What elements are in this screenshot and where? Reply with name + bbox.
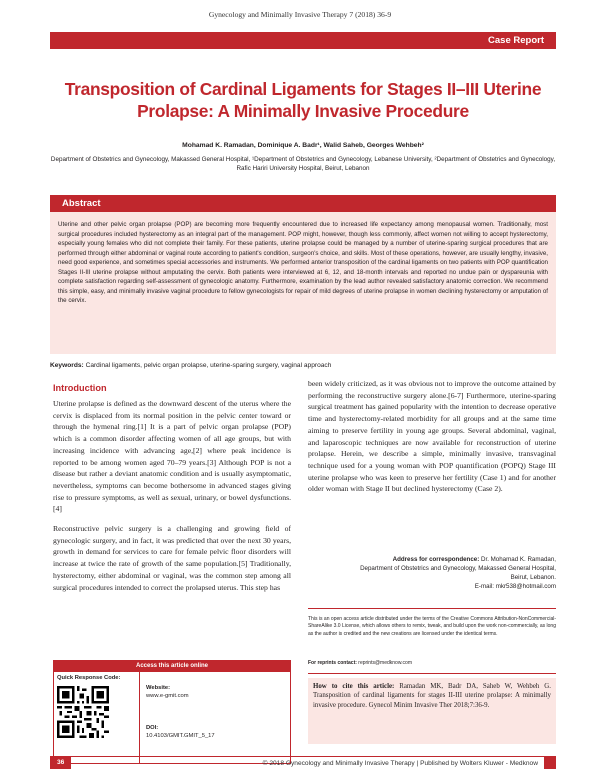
abstract-box <box>50 212 556 354</box>
access-title: Access this article online <box>54 661 290 671</box>
keywords-label: Keywords: <box>50 362 84 369</box>
website-link[interactable]: www.e-gmit.com <box>146 693 189 699</box>
intro-paragraph-2: Reconstructive pelvic surgery is a challenging and growing field of gynecologic surgery, and in fact, it was predicted that over the next 30 years, growth in demand for services to care for female pelvic floor disorders will increase at twice the rate of growth of the same population.[5] Traditionally, hysterectomy, either abdominal or vaginal, was the common step among all surgical procedures intended to correct the prolapsed uterus. This step has <box>53 524 291 592</box>
journal-header: Gynecology and Minimally Invasive Therapy 7 (2018) 36-9 <box>208 10 392 19</box>
footer-accent <box>544 757 556 769</box>
divider <box>308 608 556 609</box>
article-type-banner: Case Report <box>50 32 556 49</box>
address-line: Beirut, Lebanon. <box>510 574 556 581</box>
article-title: Transposition of Cardinal Ligaments for Stages II–III Uterine Prolapse: A Minimally Invasive Procedure <box>64 79 542 121</box>
qr-label: Quick Response Code: <box>57 675 121 681</box>
address-email[interactable]: E-mail: mkr538@hotmail.com <box>474 583 556 590</box>
reprints-email[interactable]: reprints@medknow.com <box>358 660 413 666</box>
address-label: Address for correspondence: <box>392 556 480 563</box>
abstract-text: Uterine and other pelvic organ prolapse (POP) are becoming more frequently encountered due to increased life expectancy among menopausal women. Traditionally, most surgical procedures included hysterectomy as an integral part of the management. POP might, however, though less commonly, affect women not willing to accept hysterectomy, especially young females who did not complete their family. For these patients, uterine prolapse could be managed by a number of uterine-sparing surgical procedures that are performed through either abdominal or vaginal route according to patient's condition, surgeon's choice, and skills. Most of these operations, however, are usually lengthy, invasive, need good experience, and sometimes special accessories and instruments. We performed anterior transposition of the cardinal ligaments on two patients with POP quantification Stages II-III uterine prolapse without amputating the cervix. Both patients were interviewed at 6, 12, and 18-month intervals and reported no undue pain or dyspareunia with complete satisfaction regarding self-assessment of gynecologic anatomy. Furthermore, examination by the lead author revealed satisfactory anatomic correction. We recommend this simple, easy, and minimally invasive vaginal procedure to fellow gynecologists for repair of mild degrees of uterine prolapse in women declining hysterectomy or amputation of the cervix. <box>58 221 548 304</box>
doi-label: DOI: <box>146 725 159 731</box>
affiliations: Department of Obstetrics and Gynecology, Makassed General Hospital, ¹Department of Obstetrics and Gynecology, Lebanese University, ²Department of Obstetrics and Gynecology, Rafic Hariri University Hospital, Beirut, Lebanon <box>50 156 556 172</box>
intro-paragraph-1: Uterine prolapse is defined as the downward descent of the uterus where the cervix is displaced from its normal position in the pelvic center toward or through the hymenal ring.[1] It is a part of pelvic organ prolapse (POP) which is a common disorder affecting women of all age groups, but with increasing incidence with advancing age,[2] where peak incidence is reported to be among women aged 70–79 years.[3] Although POP is not a disease but rather a deviant anatomic condition and is usually asymptomatic, nevertheless, symptoms can become bothersome in advanced stages giving rise to pressure symptoms, as well as sexual, urinary, or bowel dysfunctions.[4] <box>53 399 291 514</box>
qr-code-icon[interactable] <box>57 686 109 738</box>
divider <box>308 673 556 674</box>
doi-value[interactable]: 10.4103/GMIT.GMIT_5_17 <box>146 733 215 739</box>
cite-text: Ramadan MK, Badr DA, Saheb W, Wehbeh G. Transposition of cardinal ligaments for stages II-III uterine prolapse: A minimally invasive procedure. Gynecol Minim Invasive Ther 2018;7:36-9. <box>313 683 552 709</box>
page-footer <box>50 756 556 769</box>
keywords-text: Cardinal ligaments, pelvic organ prolapse, uterine-sparing surgery, vaginal approach <box>85 362 332 369</box>
access-info <box>140 672 290 764</box>
qr-cell <box>54 672 140 764</box>
footer-text: © 2018 Gynecology and Minimally Invasive Therapy | Published by Wolters Kluwer - Medknow <box>262 759 538 767</box>
page-number: 36 <box>50 757 71 769</box>
correspondence-address <box>308 555 556 591</box>
left-column <box>53 378 291 593</box>
right-column <box>308 378 556 495</box>
introduction-heading: Introduction <box>53 383 107 393</box>
reprints-contact <box>308 660 556 666</box>
address-name: Dr. Mohamad K. Ramadan, <box>481 556 556 563</box>
cite-label: How to cite this article: <box>313 683 395 690</box>
address-line: Department of Obstetrics and Gynecology, Makassed General Hospital, <box>360 565 556 572</box>
license-text: This is an open access article distributed under the terms of the Creative Commons Attribution-NonCommercial-ShareAlike 3.0 License, which allows others to remix, tweak, and build upon the work non-commercially, as long as the author is credited and the new creations are licensed under the identical terms. <box>308 616 556 637</box>
access-online-box <box>53 660 291 764</box>
website-label: Website: <box>146 685 171 691</box>
intro-paragraph-3: been widely criticized, as it was obvious not to improve the outcome attained by performing the reconstructive surgery alone.[6-7] Furthermore, uterine-sparing surgical treatment has gained popularity with the intention to decrease operative time and hysterectomy-related morbidity for all groups and at the same time aiming to preserve fertility in young age groups. Several abdominal, vaginal, and laparoscopic techniques are now available for reconstruction of uterine prolapse. Herein, we describe a simple, minimally invasive, transvaginal technique used for a young woman with POP quantification (POPQ) Stage III uterine prolapse who was keen to preserve her fertility (Case 1) and for another older woman with Stage II but declined hysterectomy (Case 2). <box>308 379 556 494</box>
reprints-label: For reprints contact: <box>308 660 357 666</box>
keywords <box>50 362 556 369</box>
abstract-heading: Abstract <box>50 195 556 212</box>
citation-box <box>308 678 556 744</box>
author-list: Mohamad K. Ramadan, Dominique A. Badr¹, Walid Saheb, Georges Wehbeh² <box>182 142 424 149</box>
